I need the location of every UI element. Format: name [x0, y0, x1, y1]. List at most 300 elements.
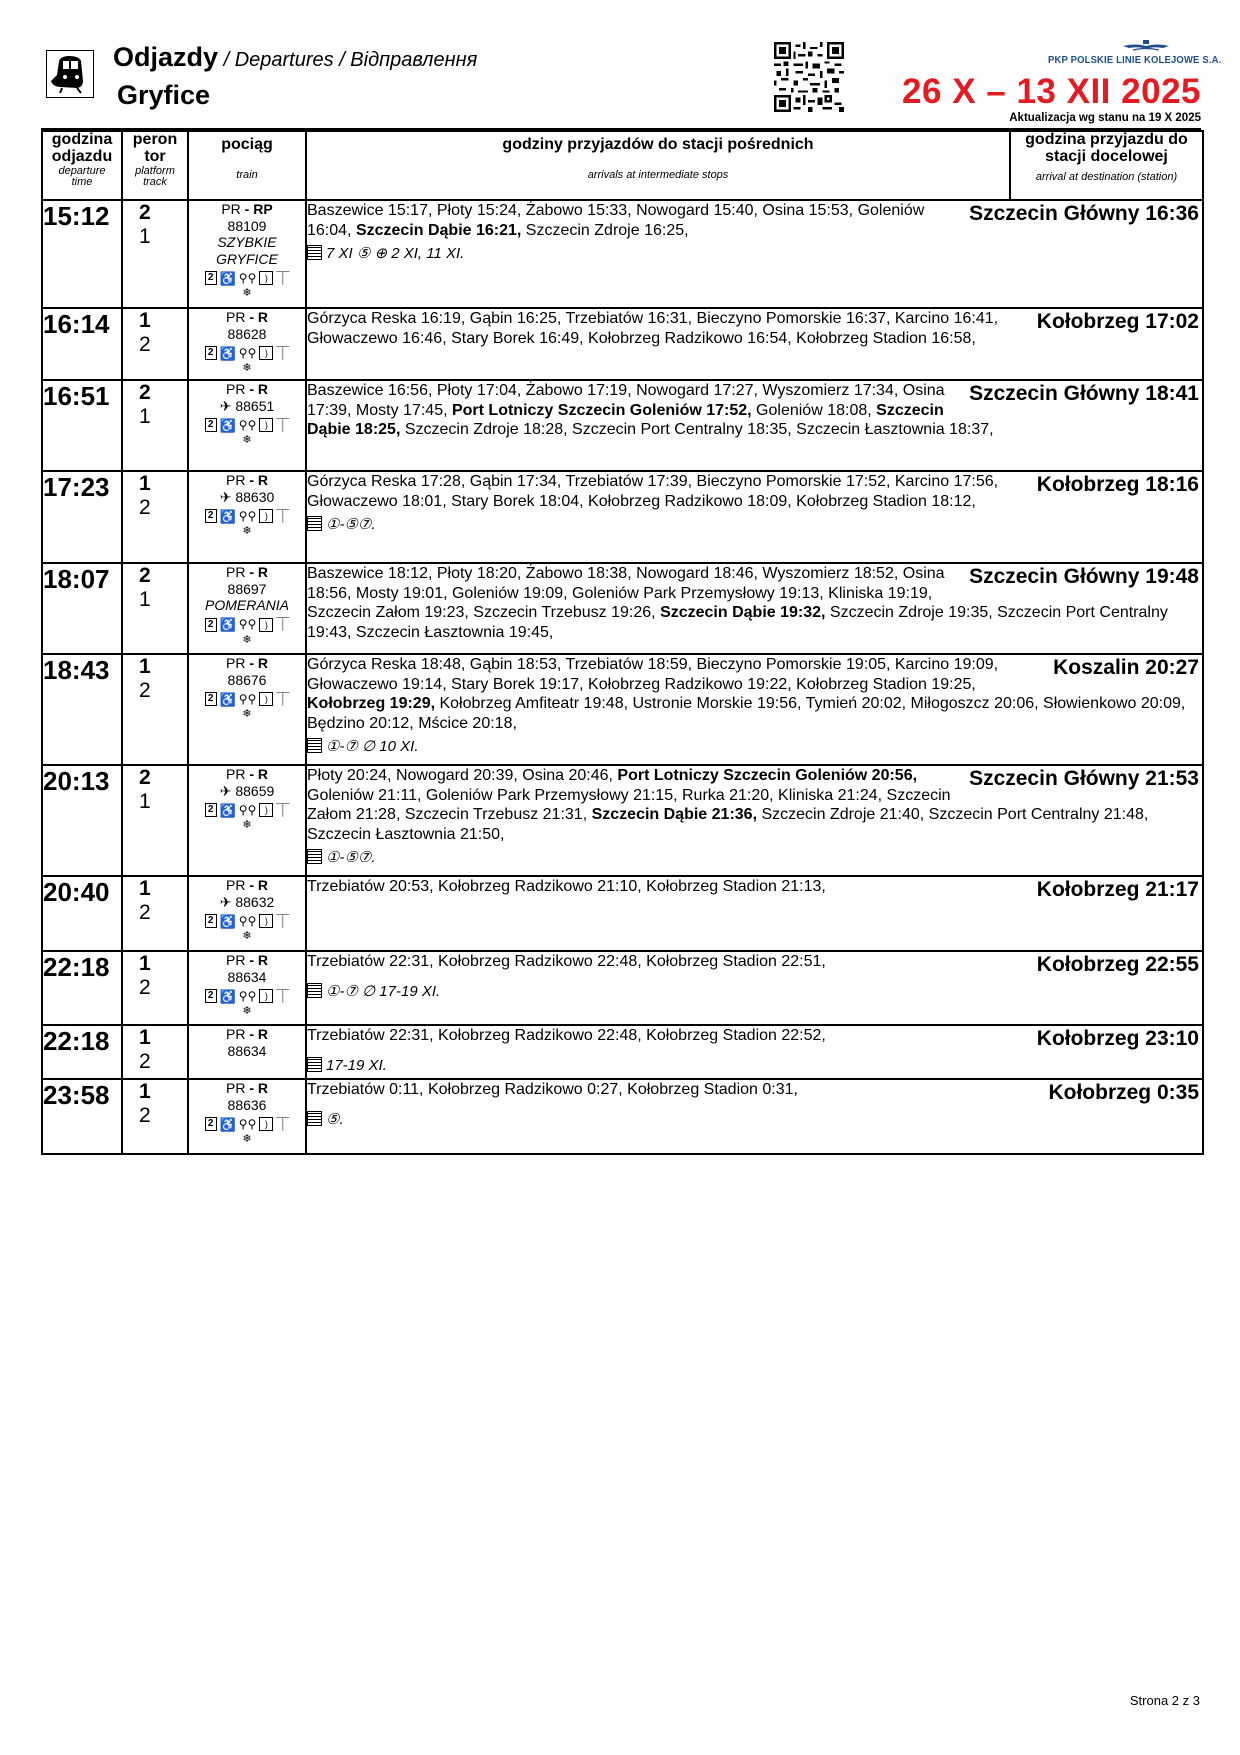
departure-time: 18:07	[42, 563, 122, 654]
air-conditioning-icon: ❄	[242, 287, 252, 299]
operating-days	[307, 978, 1202, 1001]
operating-days	[307, 1106, 1202, 1129]
second-class-icon: 2	[205, 418, 217, 432]
category: RP	[253, 201, 273, 217]
header-label: godziny przyjazdów do stacji pośrednich	[502, 136, 814, 153]
intermediate-stops: Baszewice 16:56, Płoty 17:04, Żabowo 17:19, Nowogard 17:27, Wyszomierz 17:34, Osina 17:39, Mosty 17:45,	[307, 382, 945, 419]
track: 2	[139, 976, 151, 999]
header-sublabel: arrivals at intermediate stops	[587, 168, 729, 181]
stops-cell	[306, 1079, 1203, 1154]
intermediate-stops: Baszewice 18:12, Płoty 18:20, Żabowo 18:38, Nowogard 18:46, Wyszomierz 18:52, Osina 18:56, Mosty 19:01, Goleniów 19:09, Goleniów Park Przemysłowy 19:13, Kliniska 19:19, Szczecin Załom 19:23, Szczecin Trzebusz 19:26,	[307, 565, 945, 621]
intermediate-stops: Szczecin Zdroje 18:28, Szczecin Port Centralny 18:35, Szczecin Łasztownia 18:37,	[400, 421, 994, 438]
wifi-icon: )	[259, 618, 273, 632]
carrier: PR	[225, 1080, 246, 1096]
amenities	[205, 803, 290, 817]
train-info	[188, 380, 306, 471]
wifi-icon: )	[259, 692, 273, 706]
table-header-row	[42, 131, 1203, 200]
train-category	[189, 472, 305, 489]
train-category	[189, 309, 305, 326]
wifi-icon: )	[259, 914, 273, 928]
destination: Szczecin Główny 21:53	[969, 767, 1199, 790]
category: R	[257, 877, 269, 893]
intermediate-stops: Trzebiatów 20:53, Kołobrzeg Radzikowo 21:10, Kołobrzeg Stadion 21:13,	[307, 878, 826, 895]
destination: Szczecin Główny 18:41	[969, 382, 1199, 405]
carrier: PR	[225, 564, 246, 580]
airplane-icon: ✈	[219, 893, 232, 910]
category: R	[257, 309, 269, 325]
train-number-line	[189, 672, 305, 689]
separator: -	[245, 309, 258, 325]
validity-period: 26 X – 13 XII 2025	[902, 72, 1201, 111]
platform-track	[122, 308, 188, 380]
airplane-icon: ✈	[219, 397, 232, 414]
track: 2	[139, 1050, 151, 1073]
calendar-icon	[307, 1111, 322, 1126]
separator: -	[245, 1080, 258, 1096]
column-header-destination	[1010, 131, 1203, 200]
stops-cell	[306, 471, 1203, 563]
separator: -	[245, 952, 258, 968]
wheelchair-icon: ♿	[219, 270, 236, 286]
bicycle-icon: ⚲⚲	[238, 988, 257, 1003]
carrier: PR	[225, 766, 246, 782]
header-sublabel: arrival at destination (station)	[1035, 170, 1178, 183]
intermediate-stop-bold: Kołobrzeg 19:29,	[307, 695, 436, 712]
wheelchair-icon: ♿	[219, 345, 236, 361]
operating-days	[307, 240, 1202, 263]
second-class-icon: 2	[205, 509, 217, 523]
wheelchair-icon: ♿	[219, 913, 236, 929]
wheelchair-icon: ♿	[219, 617, 236, 632]
second-class-icon: 2	[205, 618, 217, 632]
wifi-icon: )	[259, 271, 273, 285]
separator: -	[245, 564, 258, 580]
category: R	[257, 472, 269, 488]
intermediate-stop-bold: Szczecin Dąbie 16:21,	[355, 221, 522, 239]
air-conditioning-icon: ❄	[242, 1133, 252, 1145]
train-number-line	[189, 489, 305, 506]
carrier: PR	[225, 952, 246, 968]
intermediate-stops: Kołobrzeg Amfiteatr 19:48, Ustronie Morskie 19:56, Tymień 20:02, Miłogoszcz 20:06, Słowienkowo 20:09, Będzino 20:12, Mścice 20:18,	[307, 695, 1186, 732]
second-class-icon: 2	[205, 271, 217, 285]
intermediate-stops: Szczecin Zdroje 21:40, Szczecin Port Centralny 21:48, Szczecin Łasztownia 21:50,	[307, 806, 1149, 843]
separator: -	[245, 877, 258, 893]
wheelchair-icon: ♿	[219, 508, 236, 524]
destination: Kołobrzeg 18:16	[1036, 473, 1199, 496]
train-number: 88651	[235, 397, 275, 414]
category: R	[257, 1080, 269, 1096]
destination: Kołobrzeg 17:02	[1036, 310, 1199, 333]
calendar-icon	[307, 516, 322, 531]
departure-time: 20:40	[42, 876, 122, 951]
platform: 2	[139, 201, 151, 224]
air-conditioning-icon: ❄	[242, 930, 252, 942]
train-info	[188, 200, 306, 308]
destination: Kołobrzeg 23:10	[1036, 1027, 1199, 1050]
platform-track	[122, 380, 188, 471]
train-number-line	[189, 1097, 305, 1114]
operating-days	[307, 1052, 1202, 1075]
platform-track	[122, 654, 188, 765]
calendar-icon	[307, 245, 322, 260]
intermediate-stop-bold: Port Lotniczy Szczecin Goleniów 17:52,	[451, 401, 752, 419]
calendar-note: 7 XI ⑤ ⊕ 2 XI, 11 XI.	[326, 245, 465, 262]
train-number-line	[189, 1043, 305, 1060]
page-title	[113, 42, 477, 73]
airplane-icon: ✈	[219, 488, 232, 505]
train-info	[188, 765, 306, 876]
amenities	[205, 692, 290, 706]
pkp-logo	[1031, 40, 1222, 66]
calendar-note: ①-⑦ ∅ 10 XI.	[326, 738, 419, 755]
train-icon	[46, 50, 94, 98]
platform: 2	[139, 381, 151, 404]
platform: 1	[139, 655, 151, 678]
page-header	[41, 40, 1222, 128]
train-number: 88632	[235, 893, 275, 910]
departure-time: 15:12	[42, 200, 122, 308]
train-category	[189, 564, 305, 581]
stops-cell	[306, 308, 1203, 380]
wheelchair-icon: ♿	[219, 1116, 236, 1132]
train-category	[189, 766, 305, 783]
carrier: PR	[225, 381, 246, 397]
wheelchair-icon: ♿	[219, 802, 236, 818]
departure-time: 16:51	[42, 380, 122, 471]
header-label: tor	[144, 147, 166, 165]
air-conditioning-icon: ❄	[242, 434, 252, 446]
train-number-line	[189, 326, 305, 343]
track: 1	[139, 588, 151, 611]
calendar-note: ①-⑤⑦.	[326, 516, 376, 533]
update-note: Aktualizacja wg stanu na 19 X 2025	[1009, 112, 1201, 124]
intermediate-stop-bold: Szczecin Dąbie 19:32,	[660, 604, 826, 621]
amenities	[205, 346, 290, 360]
train-number-line	[189, 969, 305, 986]
departure-time: 17:23	[42, 471, 122, 563]
intermediate-stops: Goleniów 21:11, Goleniów Park Przemysłowy 21:15, Rurka 21:20, Kliniska 21:24, Szczecin Załom 21:28, Szczecin Trzebusz 21:31,	[307, 786, 951, 823]
calendar-icon	[307, 849, 322, 864]
wifi-icon: )	[259, 989, 273, 1003]
departure-row	[42, 654, 1203, 765]
platform-track	[122, 1079, 188, 1154]
track: 1	[139, 225, 151, 248]
departure-row	[42, 200, 1203, 308]
destination: Kołobrzeg 21:17	[1036, 878, 1199, 901]
wheelchair-icon: ♿	[219, 988, 236, 1004]
wifi-icon: )	[259, 803, 273, 817]
airplane-icon: ✈	[219, 782, 232, 799]
category: R	[257, 766, 269, 782]
column-header-train	[188, 131, 306, 200]
separator: -	[245, 381, 258, 397]
destination: Kołobrzeg 0:35	[1048, 1081, 1199, 1104]
departure-row	[42, 380, 1203, 471]
second-class-icon: 2	[205, 803, 217, 817]
category: R	[257, 381, 269, 397]
train-name: SZYBKIE GRYFICE	[216, 234, 278, 267]
amenities	[205, 509, 290, 523]
air-conditioning-icon: ❄	[242, 362, 252, 374]
air-conditioning-icon: ❄	[242, 708, 252, 720]
departures-table	[41, 130, 1204, 1155]
header-label: odjazdu	[51, 147, 113, 165]
platform-track	[122, 200, 188, 308]
intermediate-stops: Goleniów 18:08,	[751, 401, 877, 419]
page-number: Strona 2 z 3	[1129, 1693, 1200, 1708]
destination: Szczecin Główny 19:48	[969, 565, 1199, 588]
step-free-icon: ⏉	[276, 802, 290, 818]
carrier: PR	[225, 472, 246, 488]
train-info	[188, 1079, 306, 1154]
header-sublabel: time	[71, 176, 93, 189]
bicycle-icon: ⚲⚲	[238, 691, 257, 706]
bicycle-icon: ⚲⚲	[238, 417, 257, 432]
platform-track	[122, 951, 188, 1025]
stops-cell	[306, 654, 1203, 765]
train-info	[188, 876, 306, 951]
operator-name: PKP POLSKIE LINIE KOLEJOWE S.A.	[1048, 54, 1222, 66]
stops-cell	[306, 876, 1203, 951]
intermediate-stops: Trzebiatów 0:11, Kołobrzeg Radzikowo 0:27, Kołobrzeg Stadion 0:31,	[307, 1081, 798, 1098]
calendar-note: ①-⑤⑦.	[326, 849, 376, 866]
calendar-icon	[307, 738, 322, 753]
separator: -	[245, 655, 258, 671]
departure-time: 20:13	[42, 765, 122, 876]
operating-days	[307, 733, 1202, 756]
wifi-icon: )	[259, 509, 273, 523]
departure-row	[42, 471, 1203, 563]
title-main: Odjazdy	[113, 42, 219, 72]
header-label: godzina	[51, 131, 113, 148]
intermediate-stops: Górzyca Reska 16:19, Gąbin 16:25, Trzebiatów 16:31, Bieczyno Pomorskie 16:37, Karcino 16:41, Głowaczewo 16:46, Stary Borek 16:49, Kołobrzeg Radzikowo 16:54, Kołobrzeg Stadion 16:58,	[307, 310, 999, 347]
stops-cell	[306, 380, 1203, 471]
column-header-stops	[306, 131, 1010, 200]
train-number: 88634	[227, 1042, 267, 1059]
header-sublabel: track	[143, 176, 167, 189]
separator: -	[240, 201, 254, 217]
platform: 1	[139, 952, 151, 975]
amenities	[205, 989, 290, 1003]
departure-time: 18:43	[42, 654, 122, 765]
stops-cell	[306, 1025, 1203, 1079]
train-number: 88659	[235, 782, 275, 799]
train-category	[189, 1026, 305, 1043]
platform-track	[122, 1025, 188, 1079]
departure-time: 22:18	[42, 951, 122, 1025]
platform: 2	[139, 766, 151, 789]
second-class-icon: 2	[205, 989, 217, 1003]
wifi-icon: )	[259, 1117, 273, 1131]
carrier: PR	[225, 655, 246, 671]
header-sublabel: platform	[135, 164, 175, 177]
second-class-icon: 2	[205, 692, 217, 706]
carrier: PR	[225, 309, 246, 325]
bicycle-icon: ⚲⚲	[238, 508, 257, 523]
category: R	[257, 655, 269, 671]
destination: Kołobrzeg 22:55	[1036, 953, 1199, 976]
platform: 1	[139, 309, 151, 332]
train-category	[189, 1080, 305, 1097]
operating-days	[307, 511, 1202, 534]
bicycle-icon: ⚲⚲	[238, 1116, 257, 1131]
train-number-line	[189, 398, 305, 415]
train-number: 88634	[227, 968, 267, 985]
departure-row	[42, 1079, 1203, 1154]
second-class-icon: 2	[205, 346, 217, 360]
step-free-icon: ⏉	[276, 417, 290, 433]
train-category	[189, 381, 305, 398]
track: 2	[139, 679, 151, 702]
bicycle-icon: ⚲⚲	[238, 617, 257, 631]
intermediate-stops: Szczecin Zdroje 19:35, Szczecin Port Centralny 19:43, Szczecin Łasztownia 19:45,	[307, 604, 1168, 641]
platform-track	[122, 876, 188, 951]
category: R	[257, 564, 269, 580]
platform: 2	[139, 564, 151, 587]
step-free-icon: ⏉	[276, 988, 290, 1004]
header-sublabel: departure	[58, 164, 106, 177]
step-free-icon: ⏉	[276, 345, 290, 361]
intermediate-stops: Górzyca Reska 17:28, Gąbin 17:34, Trzebiatów 17:39, Bieczyno Pomorskie 17:52, Karcino 17:56, Głowaczewo 18:01, Stary Borek 18:04, Kołobrzeg Radzikowo 18:09, Kołobrzeg Stadion 18:12,	[307, 473, 999, 510]
stops-cell	[306, 951, 1203, 1025]
train-info	[188, 308, 306, 380]
step-free-icon: ⏉	[276, 913, 290, 929]
air-conditioning-icon: ❄	[242, 633, 252, 646]
wheelchair-icon: ♿	[219, 691, 236, 707]
track: 1	[139, 405, 151, 428]
title-translations: / Departures / Відправлення	[218, 49, 478, 71]
amenities	[205, 418, 290, 432]
separator: -	[245, 1026, 258, 1042]
second-class-icon: 2	[205, 914, 217, 928]
header-label: pociąg	[221, 136, 273, 153]
departure-time: 16:14	[42, 308, 122, 380]
amenities	[205, 1117, 290, 1131]
train-number: 88628	[227, 325, 267, 342]
calendar-note: ①-⑦ ∅ 17-19 XI.	[326, 983, 441, 1000]
step-free-icon: ⏉	[276, 508, 290, 524]
calendar-icon	[307, 1057, 322, 1072]
station-name: Gryfice	[117, 80, 211, 110]
intermediate-stops: Trzebiatów 22:31, Kołobrzeg Radzikowo 22:48, Kołobrzeg Stadion 22:52,	[307, 1027, 826, 1044]
qr-code[interactable]	[774, 42, 844, 112]
train-number: 88697	[227, 580, 267, 597]
platform: 1	[139, 1026, 151, 1049]
carrier: PR	[225, 1026, 246, 1042]
carrier: PR	[225, 877, 246, 893]
carrier: PR	[221, 201, 241, 217]
step-free-icon: ⏉	[276, 270, 290, 286]
amenities	[205, 618, 290, 632]
bicycle-icon: ⚲⚲	[238, 802, 257, 817]
train-number-line	[189, 783, 305, 800]
header-label: godzina przyjazdu do	[1025, 131, 1188, 148]
category: R	[257, 952, 269, 968]
train-info	[188, 1025, 306, 1079]
step-free-icon: ⏉	[276, 1116, 290, 1132]
intermediate-stops: Szczecin Zdroje 16:25,	[521, 221, 689, 239]
departure-row	[42, 765, 1203, 876]
departure-row	[42, 951, 1203, 1025]
train-name: POMERANIA	[204, 597, 289, 613]
bicycle-icon: ⚲⚲	[238, 345, 257, 360]
train-number: 88676	[227, 671, 267, 688]
platform: 1	[139, 877, 151, 900]
destination: Koszalin 20:27	[1053, 656, 1199, 679]
departure-time: 22:18	[42, 1025, 122, 1079]
second-class-icon: 2	[205, 1117, 217, 1131]
train-category	[189, 877, 305, 894]
train-category	[189, 952, 305, 969]
intermediate-stop-bold: Szczecin Dąbie 21:36,	[591, 806, 758, 823]
track: 2	[139, 333, 151, 356]
platform: 1	[139, 1080, 151, 1103]
train-info	[188, 951, 306, 1025]
calendar-icon	[307, 983, 322, 998]
track: 2	[139, 901, 151, 924]
air-conditioning-icon: ❄	[242, 1005, 252, 1017]
amenities	[205, 914, 290, 928]
departure-row	[42, 1025, 1203, 1079]
intermediate-stops: Trzebiatów 22:31, Kołobrzeg Radzikowo 22:48, Kołobrzeg Stadion 22:51,	[307, 953, 826, 970]
train-category	[189, 201, 305, 218]
calendar-note: 17-19 XI.	[326, 1057, 387, 1074]
platform-track	[122, 765, 188, 876]
separator: -	[245, 766, 258, 782]
step-free-icon: ⏉	[276, 617, 290, 632]
operating-days	[307, 844, 1202, 867]
train-info	[188, 471, 306, 563]
category: R	[257, 1026, 269, 1042]
departure-row	[42, 563, 1203, 654]
stops-cell	[306, 563, 1203, 654]
separator: -	[245, 472, 258, 488]
column-header-platform	[122, 131, 188, 200]
train-info	[188, 654, 306, 765]
header-label: peron	[132, 131, 178, 148]
bicycle-icon: ⚲⚲	[238, 913, 257, 928]
wifi-icon: )	[259, 418, 273, 432]
stops-cell	[306, 200, 1203, 308]
header-label: stacji docelowej	[1045, 147, 1168, 165]
platform: 1	[139, 472, 151, 495]
column-header-departure	[42, 131, 122, 200]
header-sublabel: train	[236, 168, 258, 181]
amenities	[205, 271, 290, 285]
track: 2	[139, 496, 151, 519]
intermediate-stop-bold: Szczecin Dąbie 18:25,	[307, 401, 944, 438]
step-free-icon: ⏉	[276, 691, 290, 707]
train-number-line	[189, 581, 305, 598]
departure-row	[42, 308, 1203, 380]
train-number: 88109	[227, 217, 267, 234]
stops-cell	[306, 765, 1203, 876]
intermediate-stops: Płoty 20:24, Nowogard 20:39, Osina 20:46,	[307, 767, 618, 784]
track: 2	[139, 1104, 151, 1127]
departure-time: 23:58	[42, 1079, 122, 1154]
train-info	[188, 563, 306, 654]
train-number: 88636	[227, 1096, 267, 1113]
wifi-icon: )	[259, 346, 273, 360]
calendar-note: ⑤.	[326, 1111, 344, 1128]
track: 1	[139, 790, 151, 813]
train-number-line	[189, 894, 305, 911]
air-conditioning-icon: ❄	[242, 819, 252, 831]
intermediate-stops: Baszewice 15:17, Płoty 15:24, Żabowo 15:33, Nowogard 15:40, Osina 15:53, Goleniów 16:04,	[307, 202, 925, 239]
wheelchair-icon: ♿	[219, 417, 236, 433]
air-conditioning-icon: ❄	[242, 525, 252, 537]
